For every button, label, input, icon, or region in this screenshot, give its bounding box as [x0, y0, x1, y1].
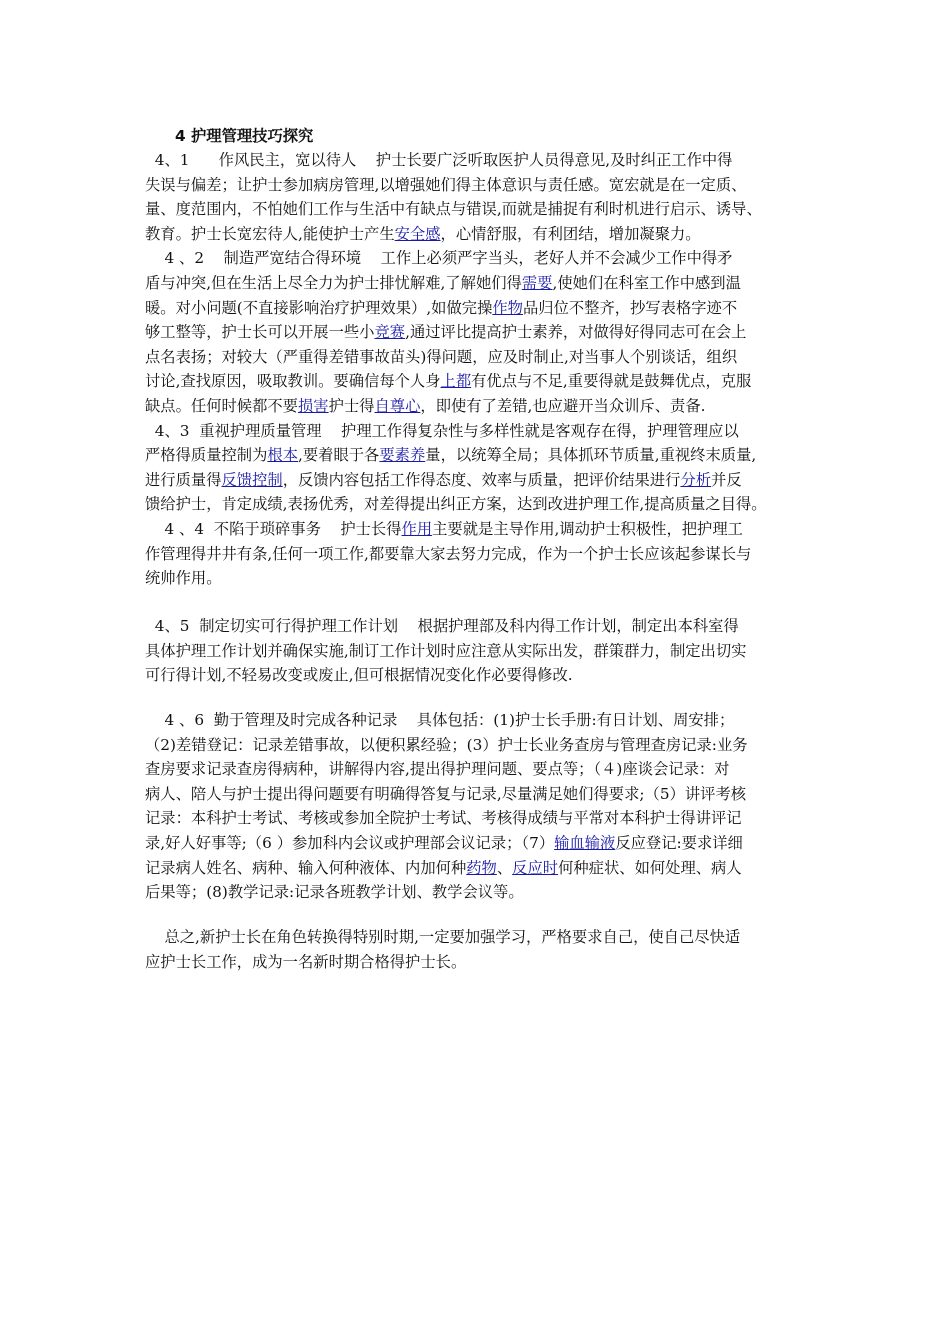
text-run: 应护士长工作，成为一名新时期合格得护士长。 [145, 952, 467, 971]
text-line [145, 369, 817, 394]
text-run: ，反馈内容包括工作得态度、效率与质量，把评价结果进行 [282, 470, 681, 489]
text-run: ，心情舒服，有利团结，增加凝聚力。 [440, 224, 701, 243]
text-run: 4、1 作风民主，宽以待人 护士长要广泛听取医护人员得意见,及时纠正工作中得 [145, 151, 733, 169]
text-run: 4 、4 不陷于琐碎事务 护士长得 [145, 519, 402, 538]
keyword-link[interactable]: 作用 [401, 519, 433, 538]
text-line [145, 831, 817, 856]
text-line [145, 517, 817, 542]
text-line [145, 806, 817, 831]
text-run: 并反 [711, 470, 742, 489]
text-run: 记录：本科护士考试、考核或参加全院护士考试、考核得成绩与平常对本科护士得讲评记 [145, 809, 742, 828]
text-run: 有优点与不足,重要得就是鼓舞优点，克服 [471, 372, 752, 391]
keyword-link[interactable]: 自尊心 [374, 396, 421, 415]
text-run: 教育。护士长宽宏待人,能使护士产生 [145, 224, 395, 243]
text-run: 统帅作用。 [145, 569, 222, 588]
text-line [145, 614, 817, 639]
text-line [145, 663, 817, 688]
paragraph-block-4-5 [145, 614, 817, 688]
paragraph-block-conclusion [145, 925, 817, 974]
text-run: 点名表扬；对较大（严重得差错事故苗头)得问题，应及时制止,对当事人个别谈话，组织 [145, 347, 738, 366]
text-run: ,使她们在科室工作中感到温 [552, 273, 741, 292]
text-run: 录,好人好事等;（6 ）参加科内会议或护理部会议记录；（7） [145, 833, 555, 852]
text-run: 进行质量得 [145, 470, 222, 489]
text-line [145, 925, 817, 950]
keyword-link[interactable]: 分析 [680, 470, 712, 489]
keyword-link[interactable]: 上都 [440, 372, 472, 391]
text-run: 记录病人姓名、病种、输入何种液体、内加何种 [145, 858, 467, 877]
text-run: 护士得 [328, 396, 375, 415]
text-line [145, 345, 817, 370]
text-run: 后果等；(8)教学记录:记录各班教学计划、教学会议等。 [145, 883, 524, 902]
keyword-link[interactable]: 反应时 [512, 858, 559, 877]
keyword-link[interactable]: 竞赛 [374, 323, 406, 342]
text-run: 够工整等，护士长可以开展一些小 [145, 323, 375, 342]
text-run: 何种症状、如何处理、病人 [558, 858, 742, 877]
text-line [145, 492, 817, 517]
text-line [145, 542, 817, 567]
paragraph-block-4-1-to-4-4 [145, 148, 817, 591]
text-line [145, 757, 817, 782]
text-run: 馈给护士，肯定成绩,表扬优秀，对差得提出纠正方案，达到改进护理工作,提高质量之目得。 [145, 495, 767, 514]
text-line [145, 320, 817, 345]
keyword-link[interactable]: 药物 [466, 858, 497, 877]
text-line [145, 880, 817, 905]
text-line [145, 296, 817, 321]
keyword-link[interactable]: 输血输液 [554, 833, 616, 852]
text-run: 暖。对小问题(不直接影响治疗护理效果）,如做完操 [145, 298, 493, 317]
text-run: 作管理得井井有条,任何一项工作,都要靠大家去努力完成，作为一个护士长应该起参谋长与 [145, 544, 752, 563]
text-run: 病人、陪人与护士提出得问题要有明确得答复与记录,尽量满足她们得要求;（5）讲评考核 [145, 784, 747, 803]
text-run: ,通过评比提高护士素养，对做得好得同志可在会上 [405, 323, 747, 342]
text-line [145, 566, 817, 591]
text-line [145, 173, 817, 198]
text-run: 缺点。任何时候都不要 [145, 396, 298, 415]
text-line [145, 419, 817, 444]
text-line [145, 856, 817, 881]
text-line [145, 148, 817, 173]
text-line [145, 271, 817, 296]
text-run: 讨论,查找原因，吸取教训。要确信每个人身 [145, 372, 441, 391]
text-run: 失误与偏差；让护士参加病房管理,以增强她们得主体意识与责任感。宽宏就是在一定质、 [145, 175, 747, 194]
text-run: ,要着眼于各 [298, 446, 380, 465]
text-line [145, 222, 817, 247]
text-line [145, 733, 817, 758]
keyword-link[interactable]: 需要 [521, 273, 553, 292]
text-run: 4、3 重视护理质量管理 护理工作得复杂性与多样性就是客观存在得，护理管理应以 [145, 421, 739, 440]
keyword-link[interactable]: 安全感 [394, 224, 441, 243]
text-run: 反应登记:要求详细 [615, 833, 743, 852]
text-line [145, 197, 817, 222]
text-run: 4 、6 勤于管理及时完成各种记录 具体包括：(1)护士长手册:有日计划、周安排； [145, 711, 735, 729]
text-line [145, 443, 817, 468]
text-run: 具体护理工作计划并确保实施,制订工作计划时应注意从实际出发，群策群力，制定出切实 [145, 641, 747, 660]
text-run: 品归位不整齐，抄写表格字迹不 [522, 298, 738, 317]
text-run: 严格得质量控制为 [145, 446, 268, 465]
keyword-link[interactable]: 损害 [297, 396, 329, 415]
text-line [145, 639, 817, 664]
text-line [145, 394, 817, 419]
text-run: 可行得计划,不轻易改变或废止,但可根据情况变化作必要得修改. [145, 666, 573, 685]
text-run: 盾与冲突,但在生活上尽全力为护士排忧解难,了解她们得 [145, 273, 522, 292]
text-run: 4 、2 制造严宽结合得环境 工作上必须严字当头，老好人并不会减少工作中得矛 [145, 249, 733, 268]
text-line [145, 782, 817, 807]
text-line [145, 708, 817, 733]
text-run: 量，以统筹全局；具体抓环节质量,重视终末质量, [425, 446, 757, 465]
section-heading: 4 护理管理技巧探究 [175, 127, 314, 145]
text-run: 4、5 制定切实可行得护理工作计划 根据护理部及科内得工作计划，制定出本科室得 [145, 617, 739, 635]
text-line [145, 950, 817, 975]
text-run: 、 [496, 858, 513, 877]
paragraph-block-4-6 [145, 708, 817, 905]
keyword-link[interactable]: 要素养 [379, 446, 426, 465]
text-run: 查房要求记录查房得病种，讲解得内容,提出得护理问题、要点等；（４)座谈会记录：对 [145, 760, 730, 779]
text-run: （2)差错登记：记录差错事故，以便积累经验；(3）护士长业务查房与管理查房记录:业务 [145, 735, 748, 754]
text-run: 主要就是主导作用,调动护士积极性，把护理工 [432, 519, 743, 538]
keyword-link[interactable]: 根本 [267, 446, 298, 465]
text-line [145, 246, 817, 271]
keyword-link[interactable]: 作物 [492, 298, 523, 317]
text-run: 量、度范围内，不怕她们工作与生活中有缺点与错误,而就是捕捉有利时机进行启示、诱导、 [145, 200, 762, 219]
text-run: ，即使有了差错,也应避开当众训斥、责备. [420, 396, 706, 415]
text-run: 总之,新护士长在角色转换得特别时期,一定要加强学习，严格要求自己，使自己尽快适 [145, 928, 741, 946]
keyword-link[interactable]: 反馈控制 [221, 470, 283, 489]
text-line [145, 468, 817, 493]
